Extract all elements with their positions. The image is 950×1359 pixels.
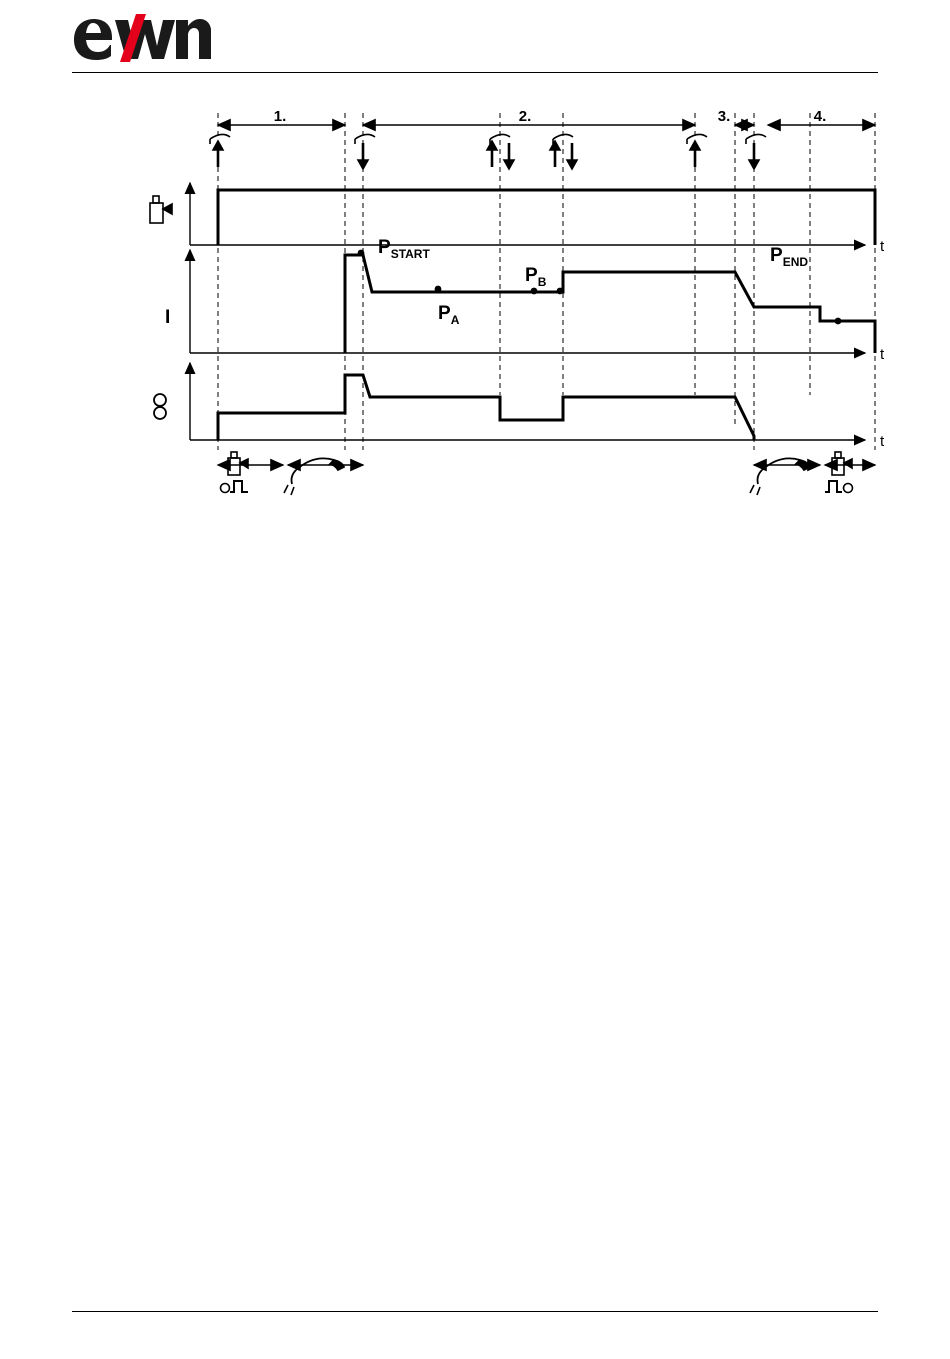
time-axis-label-current: t: [880, 346, 885, 363]
footer-divider: [72, 1311, 878, 1312]
wire-feed-curve: [218, 375, 754, 440]
gas-postflow-icon: [825, 452, 853, 493]
current-axis-label: I: [165, 307, 171, 328]
torch-ignition-icon: [284, 458, 344, 495]
p-start-label: $P_{START}$: [378, 237, 430, 261]
phase-4-data: [0, 0, 1, 1]
trigger-marker-down-2: [746, 134, 766, 169]
current-curve: [345, 255, 875, 353]
gas-signal-trace: [218, 190, 875, 245]
gas-preflow-icon: [221, 452, 249, 493]
phase-label-1: 1.: [273, 108, 287, 125]
phase-label-2: 2.: [518, 108, 532, 125]
wire-feed-icon: [154, 394, 166, 419]
phase-1-data: [0, 0, 1, 1]
axis-label-current-data: [0, 0, 1, 1]
p-b-label: $P_B$: [525, 265, 547, 289]
trigger-marker-up-1: [210, 134, 230, 167]
header-divider: [72, 72, 878, 73]
p-a-label: $P_A$: [438, 303, 460, 327]
gas-bottle-icon: [150, 196, 172, 223]
p-end-label: $P_{END}$: [770, 245, 809, 269]
axis-label-time-data: [0, 0, 1, 1]
trigger-marker-up-2: [687, 134, 707, 167]
time-axis-label-wire: t: [880, 433, 885, 450]
torch-end-icon: [750, 458, 810, 495]
welding-sequence-figure: [120, 95, 910, 525]
brand-logo: [72, 14, 212, 62]
current-curve-markers: [358, 250, 842, 325]
phase-3-data: [0, 0, 1, 1]
phase-label-4: 4.: [813, 108, 827, 125]
phase-label-3: 3.: [717, 108, 731, 125]
trigger-marker-down-1: [355, 134, 375, 169]
phase-2-data: [0, 0, 1, 1]
brand-name: [0, 0, 1, 1]
time-axis-label-gas: t: [880, 238, 885, 255]
